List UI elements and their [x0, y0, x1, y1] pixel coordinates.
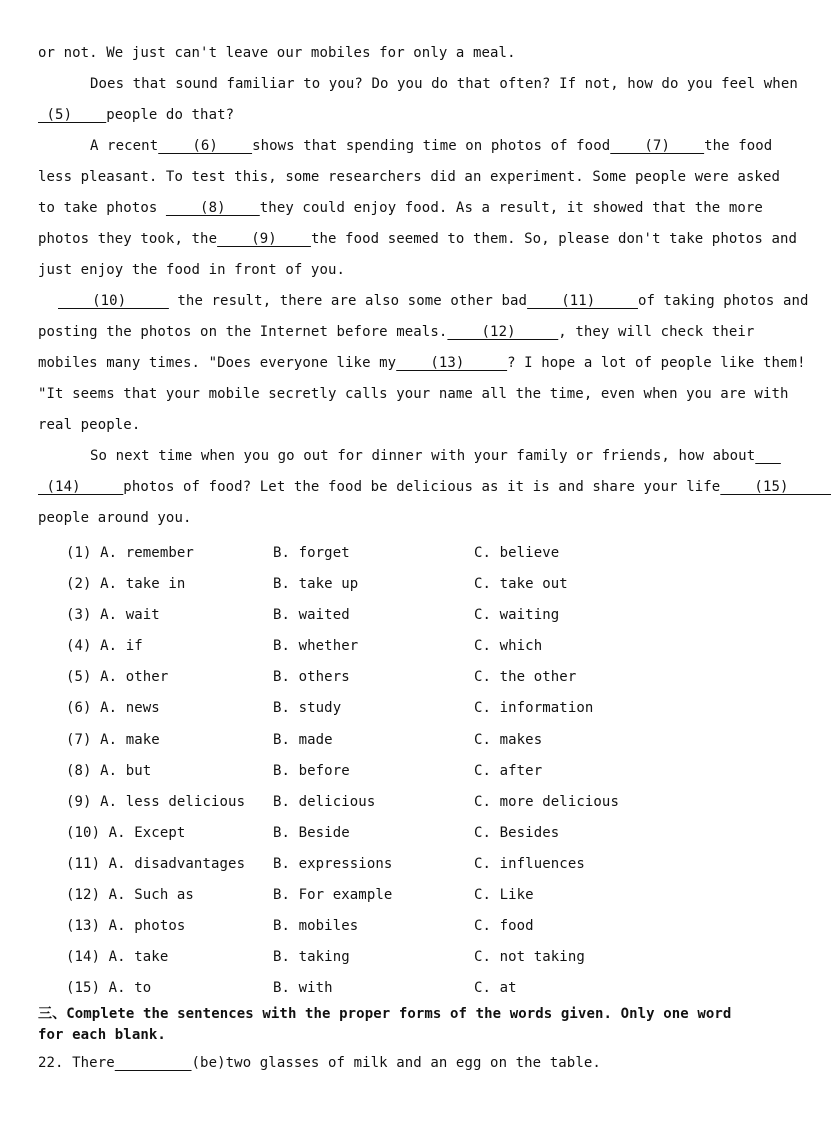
option-row [66, 693, 766, 724]
blank-9[interactable]: (9) [217, 231, 311, 247]
passage-line [38, 224, 798, 255]
option-a[interactable]: (8) A. but [66, 762, 152, 779]
blank-7[interactable]: (7) [610, 138, 705, 154]
passage-line [38, 162, 780, 193]
option-a[interactable]: (6) A. news [66, 700, 160, 717]
option-c[interactable]: C. the other [474, 669, 577, 686]
option-row [66, 631, 766, 662]
blank-13[interactable]: (13) [396, 355, 508, 371]
blank-10[interactable]: (10) [58, 293, 169, 309]
blank-5[interactable]: (5) [38, 107, 107, 123]
question-22 [38, 1052, 601, 1074]
passage-text: just enjoy the food in front of you. [38, 262, 346, 278]
option-c[interactable]: C. influences [474, 855, 585, 872]
option-b[interactable]: B. expressions [273, 855, 393, 872]
passage-line [38, 286, 809, 317]
option-row [66, 538, 766, 569]
passage-text: Does that sound familiar to you? Do you do that often? If not, how do you feel when [90, 76, 798, 92]
option-b[interactable]: B. mobiles [273, 918, 359, 935]
option-row [66, 725, 766, 756]
passage-line [38, 69, 798, 100]
option-row [66, 818, 766, 849]
option-b[interactable]: B. study [273, 700, 342, 717]
passage-text: ? I hope a lot of people like them! [507, 355, 806, 371]
option-b[interactable]: B. whether [273, 638, 359, 655]
passage-line [38, 348, 806, 379]
passage-text: "It seems that your mobile secretly calls your name all the time, even when you are with [38, 386, 789, 402]
option-c[interactable]: C. food [474, 918, 534, 935]
passage-text: , they will check their [558, 324, 755, 340]
option-row [66, 787, 766, 818]
option-c[interactable]: C. Besides [474, 824, 560, 841]
blank-8[interactable]: (8) [165, 200, 260, 216]
passage-text: mobiles many times. "Does everyone like my [38, 355, 397, 371]
option-b[interactable]: B. taking [273, 949, 350, 966]
option-c[interactable]: C. waiting [474, 607, 560, 624]
option-b[interactable]: B. take up [273, 576, 359, 593]
option-b[interactable]: B. For example [273, 887, 393, 904]
blank-11[interactable]: (11) [527, 293, 638, 309]
blank-14[interactable]: (14) [38, 479, 124, 495]
passage-line [38, 100, 760, 131]
option-b[interactable]: B. with [273, 980, 333, 997]
passage-text: A recent [90, 138, 159, 154]
option-a[interactable]: (10) A. Except [66, 824, 186, 841]
option-row [66, 942, 766, 973]
passage-text: photos they took, the [38, 231, 218, 247]
option-c[interactable]: C. not taking [474, 949, 585, 966]
passage-text: less pleasant. To test this, some researchers did an experiment. Some people were asked [38, 169, 780, 185]
option-row [66, 973, 766, 1004]
passage-text: posting the photos on the Internet before meals. [38, 324, 448, 340]
passage-text: to take photos [38, 200, 166, 216]
option-c[interactable]: C. more delicious [474, 793, 619, 810]
blank-15[interactable]: (15) [720, 479, 831, 495]
option-b[interactable]: B. before [273, 762, 350, 779]
option-b[interactable]: B. waited [273, 607, 350, 624]
passage-text: the food [704, 138, 773, 154]
passage-line [38, 317, 760, 348]
passage-line [38, 441, 760, 472]
question-text: 22. There [38, 1055, 115, 1071]
option-a[interactable]: (5) A. other [66, 669, 169, 686]
cloze-passage [38, 38, 831, 534]
option-a[interactable]: (9) A. less delicious [66, 793, 246, 810]
passage-line [38, 503, 760, 534]
passage-line [38, 193, 763, 224]
passage-line [38, 255, 760, 286]
passage-text: they could enjoy food. As a result, it showed that the more [259, 200, 763, 216]
blank-14-start[interactable] [755, 448, 781, 464]
option-b[interactable]: B. made [273, 731, 333, 748]
blank-12[interactable]: (12) [447, 324, 559, 340]
option-a[interactable]: (15) A. to [66, 980, 152, 997]
option-c[interactable]: C. makes [474, 731, 543, 748]
passage-line [38, 410, 760, 441]
passage-text: shows that spending time on photos of food [252, 138, 611, 154]
passage-text: the result, there are also some other bad [168, 293, 528, 309]
passage-line [38, 131, 773, 162]
option-b[interactable]: B. forget [273, 545, 350, 561]
passage-line [38, 379, 789, 410]
answer-options [66, 538, 766, 1004]
option-c[interactable]: C. believe [474, 545, 560, 561]
option-c[interactable]: C. which [474, 638, 543, 655]
option-c[interactable]: C. take out [474, 576, 568, 593]
option-a[interactable]: (7) A. make [66, 731, 160, 748]
option-c[interactable]: C. information [474, 700, 594, 717]
option-a[interactable]: (13) A. photos [66, 918, 186, 935]
option-a[interactable]: (11) A. disadvantages [66, 855, 246, 872]
passage-text: real people. [38, 417, 141, 433]
option-row [66, 600, 766, 631]
option-a[interactable]: (14) A. take [66, 949, 169, 966]
option-b[interactable]: B. others [273, 669, 350, 686]
option-row [66, 662, 766, 693]
option-a[interactable]: (3) A. wait [66, 607, 160, 624]
section-3-heading: 三、Complete the sentences with the proper forms of the words given. Only one word for each blank. [38, 1006, 732, 1043]
option-row [66, 756, 766, 787]
blank-22[interactable] [115, 1055, 192, 1071]
passage-text: photos of food? Let the food be delicious as it is and share your life [123, 479, 721, 495]
option-c[interactable]: C. Like [474, 887, 534, 904]
option-a[interactable]: (2) A. take in [66, 576, 186, 593]
option-row [66, 911, 766, 942]
option-b[interactable]: B. Beside [273, 824, 350, 841]
option-row [66, 569, 766, 600]
passage-text: the food seemed to them. So, please don't take photos and [310, 231, 798, 247]
passage-line [38, 38, 760, 69]
blank-6[interactable]: (6) [158, 138, 253, 154]
option-c[interactable]: C. at [474, 980, 517, 997]
passage-text: or not. We just can't leave our mobiles for only a meal. [38, 45, 516, 61]
option-row [66, 849, 766, 880]
passage-text: So next time when you go out for dinner with your family or friends, how about [90, 448, 756, 464]
passage-text: people do that? [106, 107, 235, 123]
option-a[interactable]: (1) A. remember [66, 545, 194, 561]
option-c[interactable]: C. after [474, 762, 543, 779]
question-text: (be)two glasses of milk and an egg on the table. [191, 1055, 601, 1071]
passage-text: people around you. [38, 510, 192, 526]
option-row [66, 880, 766, 911]
option-a[interactable]: (4) A. if [66, 638, 143, 655]
option-b[interactable]: B. delicious [273, 793, 376, 810]
passage-text: of taking photos and [637, 293, 809, 309]
option-a[interactable]: (12) A. Such as [66, 887, 194, 904]
passage-line [38, 472, 831, 503]
